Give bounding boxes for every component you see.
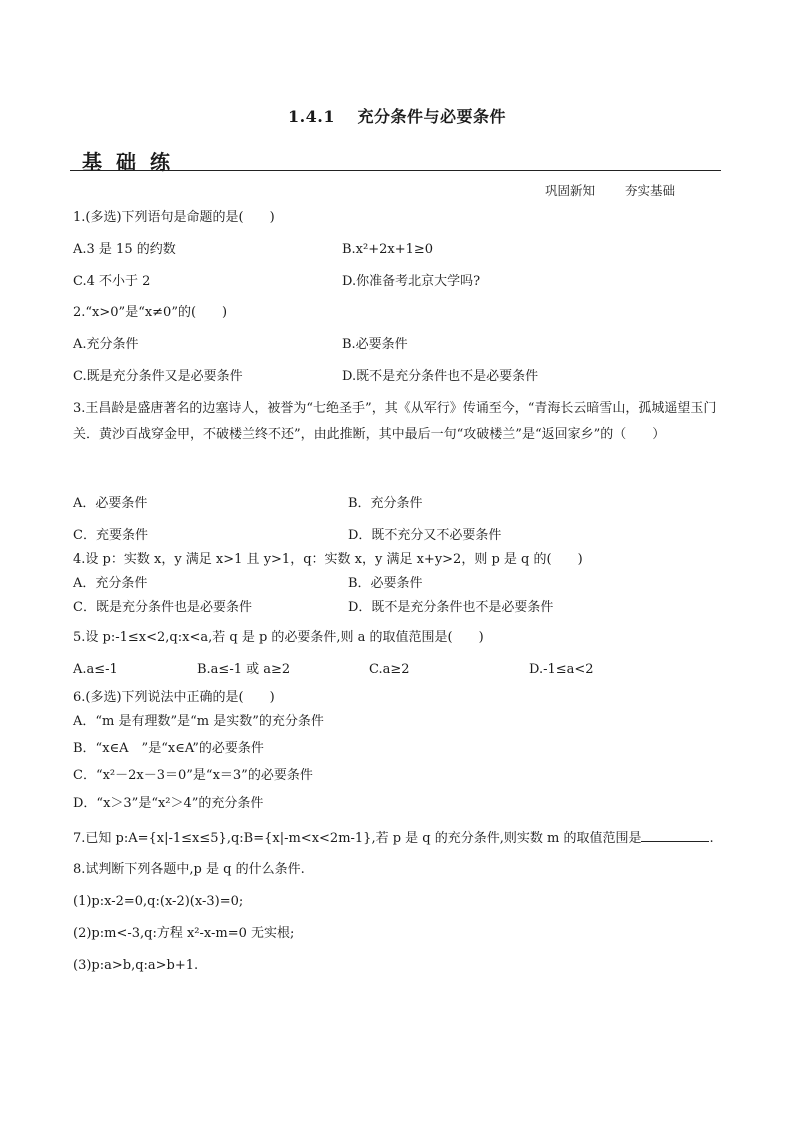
section-divider [70,170,721,171]
question-3-option-c: C．充要条件 [73,528,148,543]
question-4-option-b: B．必要条件 [348,576,423,591]
question-6-option-a: A．“m 是有理数”是“m 是实数”的充分条件 [73,714,324,729]
tag-consolidate: 巩固新知 [545,183,596,198]
question-6-option-c: C．“x²－2x－3＝0”是“x＝3”的必要条件 [73,768,313,783]
question-3-option-a: A．必要条件 [73,496,148,511]
question-2-option-b: B.必要条件 [342,337,408,352]
question-1-option-c: C.4 不小于 2 [73,274,151,289]
question-7-stem: 7.已知 p:A={x|-1≤x≤5},q:B={x|-m<x<2m-1},若 p 是 q 的充分条件,则实数 m 的取值范围是 [73,831,642,846]
question-2-option-a: A.充分条件 [73,337,139,352]
question-4-option-c: C．既是充分条件也是必要条件 [73,600,252,615]
question-8-stem: 8.试判断下列各题中,p 是 q 的什么条件. [73,862,305,877]
question-1-option-a: A.3 是 15 的约数 [73,242,176,257]
answer-blank[interactable] [641,829,709,842]
section-heading: 基础练 [82,150,184,174]
question-8-part-2: (2)p:m<-3,q:方程 x²-x-m=0 无实根; [73,926,295,941]
question-5-option-c: C.a≥2 [369,662,410,677]
question-6-option-d: D．“x＞3”是“x²＞4”的充分条件 [73,796,264,811]
question-8-part-1: (1)p:x-2=0,q:(x-2)(x-3)=0; [73,894,244,909]
question-6-stem: 6.(多选)下列说法中正确的是( ) [73,690,275,705]
question-4-stem: 4.设 p：实数 x，y 满足 x>1 且 y>1，q：实数 x，y 满足 x+y>2，则 p 是 q 的( ) [73,552,583,567]
question-2-option-d: D.既不是充分条件也不是必要条件 [342,369,539,384]
question-4-option-d: D．既不是充分条件也不是必要条件 [348,600,554,615]
question-7 [73,829,714,849]
question-3-stem: 3.王昌龄是盛唐著名的边塞诗人，被誉为“七绝圣手”，其《从军行》传诵至今，“青海长云暗雪山，孤城遥望玉门关．黄沙百战穿金甲，不破楼兰终不还”，由此推断，其中最后一句“攻破楼兰”是“返回家乡”的（ ） [73,401,717,442]
question-5-option-d: D.-1≤a<2 [529,662,594,677]
question-3-option-d: D．既不充分又不必要条件 [348,528,502,543]
question-6-option-b: B．“x∈A ”是“x∈A”的必要条件 [73,741,264,756]
question-2-stem: 2.“x>0”是“x≠0”的( ) [73,305,228,320]
question-4-option-a: A．充分条件 [73,576,148,591]
question-2-option-c: C.既是充分条件又是必要条件 [73,369,243,384]
question-1-option-b: B.x²+2x+1≥0 [342,242,434,257]
tag-foundation: 夯实基础 [625,183,676,198]
question-5-option-a: A.a≤-1 [73,662,118,677]
question-5-option-b: B.a≤-1 或 a≥2 [197,662,291,677]
page-title: 1.4.1 充分条件与必要条件 [287,107,507,126]
question-5-stem: 5.设 p:-1≤x<2,q:x<a,若 q 是 p 的必要条件,则 a 的取值范围是( ) [73,630,484,645]
question-8-part-3: (3)p:a>b,q:a>b+1. [73,958,199,973]
question-1-stem: 1.(多选)下列语句是命题的是( ) [73,210,275,225]
question-1-option-d: D.你准备考北京大学吗? [342,274,481,289]
question-3-option-b: B．充分条件 [348,496,423,511]
question-7-end: . [709,831,714,846]
